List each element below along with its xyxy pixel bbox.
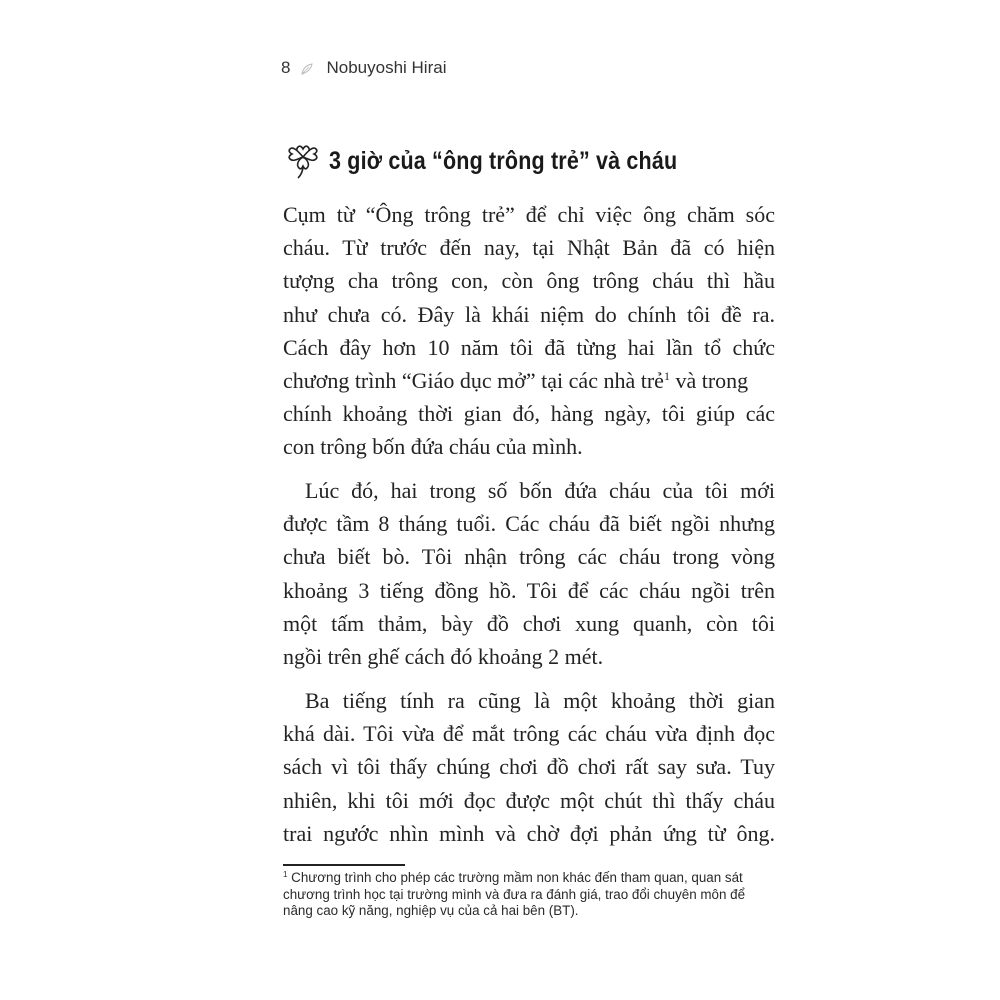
footnote-divider <box>283 864 405 866</box>
text-line: chưa biết bò. Tôi nhận trông các cháu trong vòng <box>283 544 775 570</box>
text-line: nhiên, khi tôi mới đọc được một chút thì thấy cháu <box>283 787 775 813</box>
text-line: sách vì tôi thấy chúng chơi đồ chơi rất say sưa. Tuy <box>283 754 775 780</box>
text-segment: chương trình “Giáo dục mở” tại các nhà trẻ <box>283 368 664 394</box>
running-head <box>281 58 446 78</box>
text-segment: và trong <box>669 368 749 394</box>
text-line: khá dài. Tôi vừa để mắt trông các cháu vừa định đọc <box>283 721 775 747</box>
footnote-line: chương trình học tại trường mình và đưa ra đánh giá, trao đổi chuyên môn để <box>283 886 746 902</box>
text-line: khoảng 3 tiếng đồng hồ. Tôi để các cháu ngồi trên <box>283 577 775 603</box>
text-line: cháu. Từ trước đến nay, tại Nhật Bản đã có hiện <box>283 235 775 261</box>
text-line: trai ngước nhìn mình và chờ đợi phản ứng từ ông. <box>283 820 775 846</box>
paragraph-3 <box>283 684 775 850</box>
section-heading <box>286 142 734 180</box>
clover-icon <box>286 142 320 180</box>
footnote-ref: 1 <box>663 369 670 384</box>
page-number: 8 <box>281 58 291 77</box>
text-line: tượng cha trông con, còn ông trông cháu thì hầu <box>283 268 775 294</box>
text-line: Lúc đó, hai trong số bốn đứa cháu của tôi mới <box>305 478 775 503</box>
text-line: Cách đây hơn 10 năm tôi đã từng hai lần tổ chức <box>283 334 775 360</box>
text-line: một tấm thảm, bày đồ chơi xung quanh, còn tôi <box>283 610 775 636</box>
running-head-author: Nobuyoshi Hirai <box>326 58 447 77</box>
text-line: như chưa có. Đây là khái niệm do chính tôi đề ra. <box>283 301 775 327</box>
paragraph-2 <box>283 474 775 673</box>
paragraph-1 <box>283 198 775 464</box>
footnote-marker: 1 <box>283 870 288 879</box>
text-line: Cụm từ “Ông trông trẻ” để chỉ việc ông chăm sóc <box>283 202 775 227</box>
footnote <box>283 870 773 920</box>
footnote-text: Chương trình cho phép các trường mầm non khác đến tham quan, quan sát <box>287 870 743 885</box>
text-line-with-footnote <box>283 364 775 397</box>
text-line: ngồi trên ghế cách đó khoảng 2 mét. <box>283 644 604 670</box>
footnote-line: nâng cao kỹ năng, nghiệp vụ của cả hai bên (BT). <box>283 903 579 919</box>
text-line: con trông bốn đứa cháu của mình. <box>283 434 583 460</box>
text-line: được tầm 8 tháng tuổi. Các cháu đã biết ngồi nhưng <box>283 511 775 537</box>
leaf-ornament-icon <box>300 61 314 75</box>
text-line: chính khoảng thời gian đó, hàng ngày, tôi giúp các <box>283 401 775 427</box>
footnote-line <box>283 870 773 887</box>
section-title: 3 giờ của “ông trông trẻ” và cháu <box>329 146 678 175</box>
text-line: Ba tiếng tính ra cũng là một khoảng thời gian <box>305 688 775 713</box>
